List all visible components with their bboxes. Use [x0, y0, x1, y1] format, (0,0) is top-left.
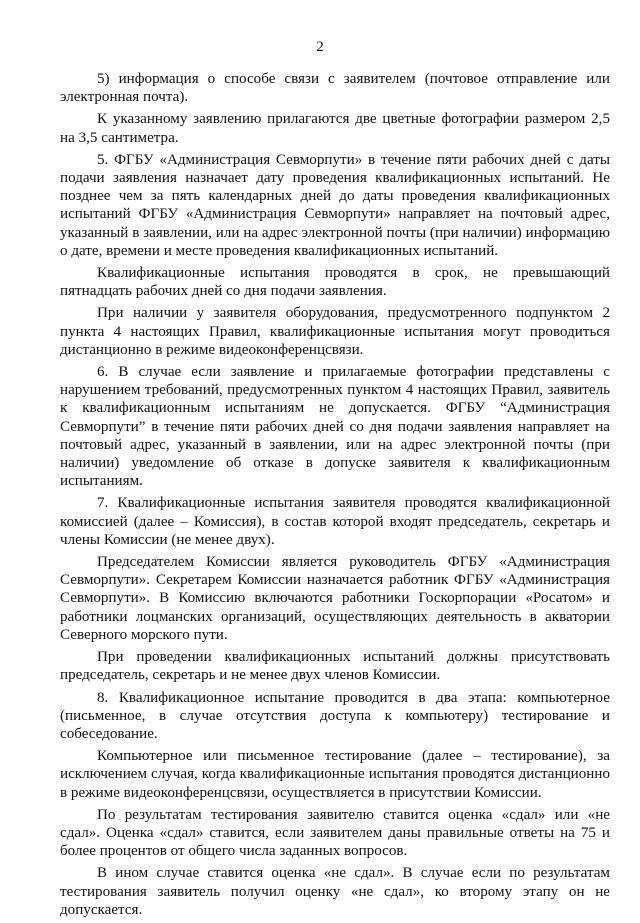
paragraph-commission-quorum: При проведении квалификационных испытаний должны присутствовать председатель, секретарь и не менее двух членов Комиссии.	[60, 649, 610, 684]
paragraph-item-6: 6. В случае если заявление и прилагаемые фотографии представлены с нарушением требований, предусмотренных пунктом 4 настоящих Правил, заявитель к квалификационным испытаниям не допускается. ФГБУ “Администрация Севморпути” в течение пяти рабочих дней со дня подачи заявления направляет на почтовый адрес, указанный в заявлении, или на адрес электронной почты (при наличии) уведомление об отказе в допуске заявителя к квалификационным испытаниям.	[60, 364, 610, 490]
paragraph-test-results: По результатам тестирования заявителю ставится оценка «сдал» или «не сдал». Оценка «сдал» ставится, если заявителем даны правильные ответы на 75 и более процентов от общего числа заданных вопросов.	[60, 806, 610, 860]
paragraph-contact-method: 5) информация о способе связи с заявителем (почтовое отправление или электронная почта).	[60, 71, 610, 106]
page-number: 2	[316, 39, 324, 55]
paragraph-remote-testing: При наличии у заявителя оборудования, предусмотренного подпунктом 2 пункта 4 настоящих Правил, квалификационные испытания могут проводиться дистанционно в режиме видеоконференцсвязи.	[60, 305, 610, 358]
paragraph-item-8: 8. Квалификационное испытание проводится в два этапа: компьютерное (письменное, в случае отсутствия доступа к компьютеру) тестирование и собеседование.	[60, 689, 610, 742]
paragraph-failed-result: В ином случае ставится оценка «не сдал». В случае если по результатам тестирования заявитель получил оценку «не сдал», ко второму этапу он не допускается.	[60, 865, 610, 918]
document-body	[60, 70, 610, 923]
paragraph-item-5: 5. ФГБУ «Администрация Севморпути» в течение пяти рабочих дней с даты подачи заявления назначает дату проведения квалификационных испытаний. Не позднее чем за пять календарных дней до даты проведения квалификационных испытаний ФГБУ «Администрация Севморпути» направляет на почтовый адрес, указанный в заявлении, или на адрес электронной почты (при наличии) информацию о дате, времени и месте проведения квалификационных испытаний.	[60, 151, 610, 259]
paragraph-commission-chair: Председателем Комиссии является руководитель ФГБУ «Администрация Севморпути». Секретарем Комиссии назначается работник ФГБУ «Администрация Севморпути». В Комиссию включаются работники Госкорпорации «Росатом» и работники лоцманских организаций, осуществляющих деятельность в акватории Северного морского пути.	[60, 554, 610, 643]
paragraph-computer-testing: Компьютерное или письменное тестирование (далее – тестирование), за исключением случая, когда квалификационные испытания проводятся дистанционно в режиме видеоконференцсвязи, осуществляется в присутствии Комиссии.	[60, 748, 610, 801]
paragraph-item-7: 7. Квалификационные испытания заявителя проводятся квалификационной комиссией (далее – Комиссия), в состав которой входят председатель, секретарь и члены Комиссии (не менее двух).	[60, 495, 610, 548]
paragraph-test-deadline: Квалификационные испытания проводятся в срок, не превышающий пятнадцать рабочих дней со дня подачи заявления.	[60, 265, 610, 300]
paragraph-photos: К указанному заявлению прилагаются две цветные фотографии размером 2,5 на 3,5 сантиметра.	[60, 111, 610, 146]
